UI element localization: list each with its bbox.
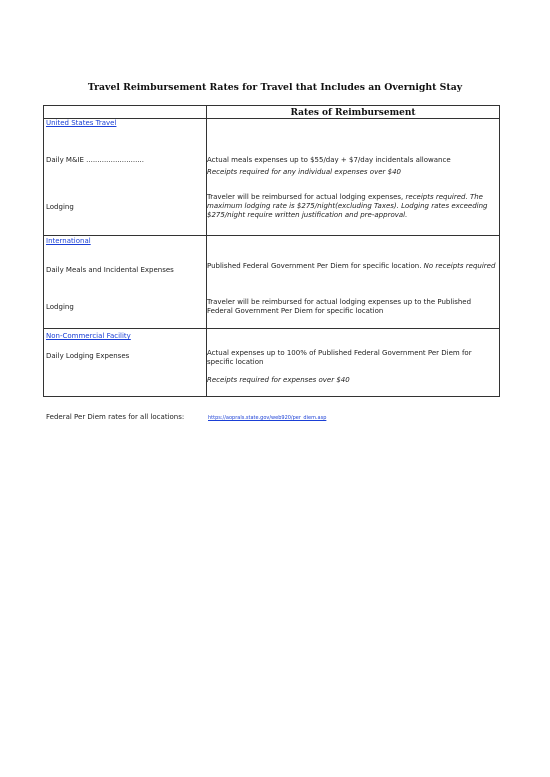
label-us-lodging: Lodging [46,203,74,211]
per-diem-link[interactable]: https://aoprals.state.gov/web920/per_diem.asp [208,415,327,421]
reimbursement-table [43,105,500,397]
rate-us-lodging [207,193,497,220]
section-link-united-states[interactable]: United States Travel [46,119,117,127]
rate-us-mie: Actual meals expenses up to $55/day + $7/day incidentals allowance [207,156,451,164]
section-divider-international [44,235,499,236]
footer-label: Federal Per Diem rates for all locations: [46,413,185,421]
rate-intl-mie-text: Published Federal Government Per Diem for specific location. [207,262,424,270]
page-title: Travel Reimbursement Rates for Travel that Includes an Overnight Stay [87,82,463,93]
rate-intl-lodging: Traveler will be reimbursed for actual lodging expenses up to the Published Federal Government Per Diem for specific location [207,298,472,315]
label-intl-mie: Daily Meals and Incidental Expenses [46,266,174,274]
rate-us-lodging-text: Traveler will be reimbursed for actual lodging expenses, [207,193,406,201]
section-link-non-commercial[interactable]: Non-Commercial Facility [46,332,131,340]
rate-intl-mie [207,262,497,271]
rate-intl-mie-italic: No receipts required [423,262,496,270]
section-divider-noncommercial [44,328,499,329]
label-daily-lodging: Daily Lodging Expenses [46,352,130,360]
label-intl-lodging: Lodging [46,303,74,311]
note-noncom: Receipts required for expenses over $40 [207,376,350,384]
column-header-rates: Rates of Reimbursement [290,108,416,118]
label-daily-mie: Daily M&IE .......................... [46,156,144,164]
rate-us-lodging-italic: receipts required. The maximum lodging rate is $275/night(excluding Taxes). Lodging rates exceeding $275/night require written justification and pre-approval. [207,193,488,219]
rate-noncom-lodging: Actual expenses up to 100% of Published Federal Government Per Diem for specific location [207,349,472,366]
section-link-international[interactable]: International [46,237,91,245]
note-us-mie: Receipts required for any individual expenses over $40 [207,168,401,176]
